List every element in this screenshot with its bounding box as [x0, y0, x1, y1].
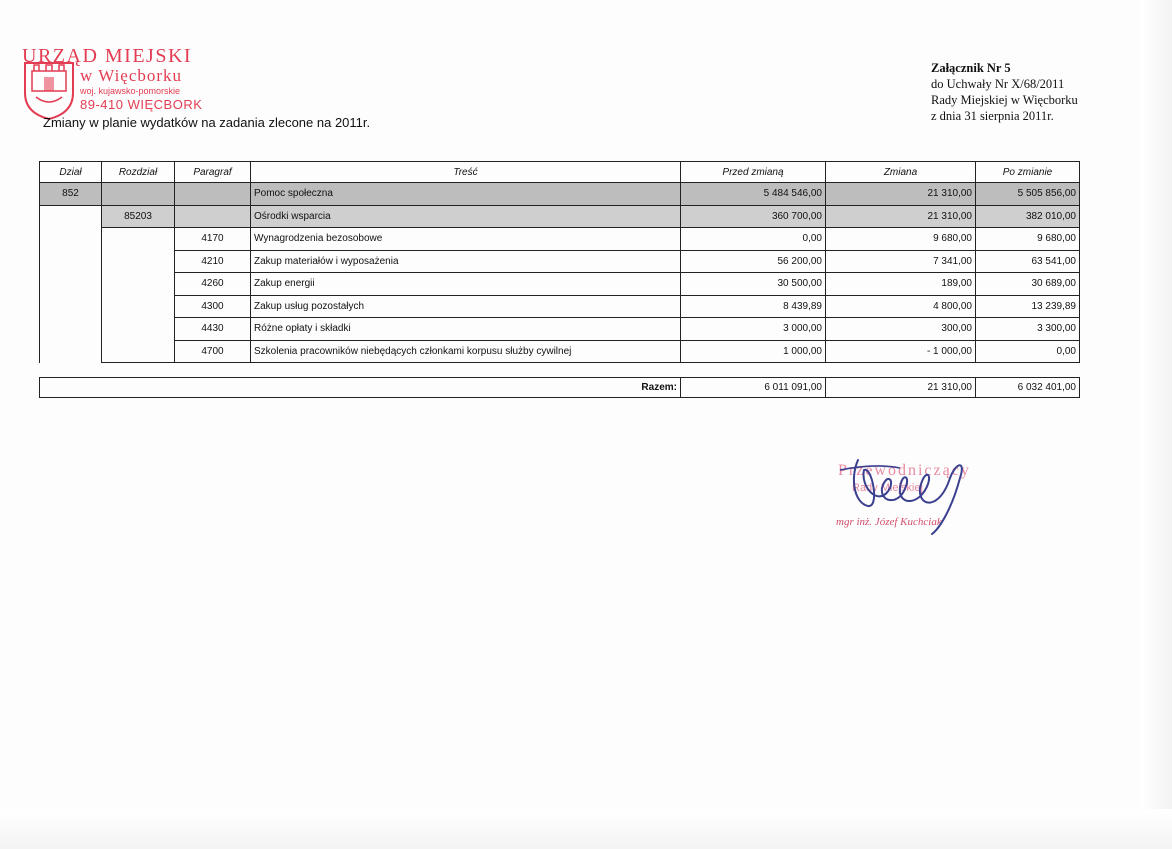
cell-tresc: Pomoc społeczna — [251, 183, 681, 206]
cell-przed: 8 439,89 — [681, 295, 826, 318]
cell-zmiana: 21 310,00 — [826, 205, 976, 228]
annex-header — [931, 60, 1078, 124]
cell-po: 30 689,00 — [976, 273, 1080, 296]
cell-tresc: Zakup materiałów i wyposażenia — [251, 250, 681, 273]
cell-paragraf: 4260 — [175, 273, 251, 296]
stamp-line-postcode: 89-410 WIĘCBORK — [80, 97, 203, 112]
cell-po: 0,00 — [976, 340, 1080, 363]
cell-zmiana: 7 341,00 — [826, 250, 976, 273]
document-title: Zmiany w planie wydatków na zadania zlecone na 2011r. — [43, 115, 371, 130]
table-row — [40, 273, 1080, 296]
cell-dzial-blank — [40, 205, 102, 363]
cell-zmiana: 21 310,00 — [826, 183, 976, 206]
table-row — [40, 340, 1080, 363]
cell-tresc: Ośrodki wsparcia — [251, 205, 681, 228]
cell-po: 3 300,00 — [976, 318, 1080, 341]
signature-stamp-title: Przewodniczący — [838, 462, 971, 479]
cell-przed: 1 000,00 — [681, 340, 826, 363]
table-row — [40, 183, 1080, 206]
cell-paragraf: 4170 — [175, 228, 251, 251]
cell-paragraf: 4430 — [175, 318, 251, 341]
coat-of-arms-icon — [22, 59, 76, 121]
cell-paragraf — [175, 205, 251, 228]
cell-rozdzial-blank — [102, 228, 175, 363]
cell-przed: 56 200,00 — [681, 250, 826, 273]
scan-edge-bottom — [0, 809, 1172, 849]
cell-zmiana: 9 680,00 — [826, 228, 976, 251]
total-table — [39, 377, 1080, 398]
signature-stamp-council: Rady Miejskiej — [852, 482, 923, 494]
signature-block — [820, 448, 1000, 548]
cell-zmiana: 189,00 — [826, 273, 976, 296]
stamp-line-voivodeship: woj. kujawsko-pomorskie — [80, 86, 181, 96]
cell-zmiana: - 1 000,00 — [826, 340, 976, 363]
cell-zmiana: 300,00 — [826, 318, 976, 341]
header-dzial: Dział — [40, 162, 102, 183]
table-row — [40, 250, 1080, 273]
cell-po: 63 541,00 — [976, 250, 1080, 273]
scan-edge — [1140, 0, 1172, 849]
signature-stamp-name: mgr inż. Józef Kuchciak — [836, 516, 942, 528]
annex-council: Rady Miejskiej w Więcborku — [931, 93, 1078, 107]
header-tresc: Treść — [251, 162, 681, 183]
annex-date: z dnia 31 sierpnia 2011r. — [931, 109, 1054, 123]
cell-paragraf: 4300 — [175, 295, 251, 318]
stamp-line-town: w Więcborku — [80, 66, 183, 85]
cell-paragraf — [175, 183, 251, 206]
cell-po: 5 505 856,00 — [976, 183, 1080, 206]
cell-po: 13 239,89 — [976, 295, 1080, 318]
budget-table — [39, 161, 1080, 363]
cell-po: 9 680,00 — [976, 228, 1080, 251]
office-stamp — [20, 45, 210, 125]
table-row — [40, 228, 1080, 251]
header-po: Po zmianie — [976, 162, 1080, 183]
table-row — [40, 295, 1080, 318]
cell-przed: 3 000,00 — [681, 318, 826, 341]
cell-dzial: 852 — [40, 183, 102, 206]
header-przed: Przed zmianą — [681, 162, 826, 183]
cell-przed: 360 700,00 — [681, 205, 826, 228]
table-header-row — [40, 162, 1080, 183]
cell-tresc: Zakup usług pozostałych — [251, 295, 681, 318]
cell-paragraf: 4700 — [175, 340, 251, 363]
cell-po: 382 010,00 — [976, 205, 1080, 228]
cell-rozdzial: 85203 — [102, 205, 175, 228]
stamp-line-office: URZĄD MIEJSKI — [22, 45, 193, 67]
header-zmiana: Zmiana — [826, 162, 976, 183]
header-rozdzial: Rozdział — [102, 162, 175, 183]
cell-tresc: Szkolenia pracowników niebędących członkami korpusu służby cywilnej — [251, 340, 681, 363]
cell-zmiana: 4 800,00 — [826, 295, 976, 318]
cell-tresc: Różne opłaty i składki — [251, 318, 681, 341]
cell-paragraf: 4210 — [175, 250, 251, 273]
cell-rozdzial — [102, 183, 175, 206]
table-row — [40, 205, 1080, 228]
annex-number: Załącznik Nr 5 — [931, 61, 1011, 75]
table-row — [40, 318, 1080, 341]
cell-tresc: Wynagrodzenia bezosobowe — [251, 228, 681, 251]
total-row — [40, 378, 1080, 398]
annex-resolution: do Uchwały Nr X/68/2011 — [931, 77, 1065, 91]
cell-przed: 0,00 — [681, 228, 826, 251]
total-label: Razem: — [40, 378, 681, 398]
cell-przed: 30 500,00 — [681, 273, 826, 296]
total-zmiana: 21 310,00 — [826, 378, 976, 398]
cell-tresc: Zakup energii — [251, 273, 681, 296]
cell-przed: 5 484 546,00 — [681, 183, 826, 206]
total-po: 6 032 401,00 — [976, 378, 1080, 398]
handwritten-signature-icon — [820, 448, 1000, 548]
total-przed: 6 011 091,00 — [681, 378, 826, 398]
header-paragraf: Paragraf — [175, 162, 251, 183]
